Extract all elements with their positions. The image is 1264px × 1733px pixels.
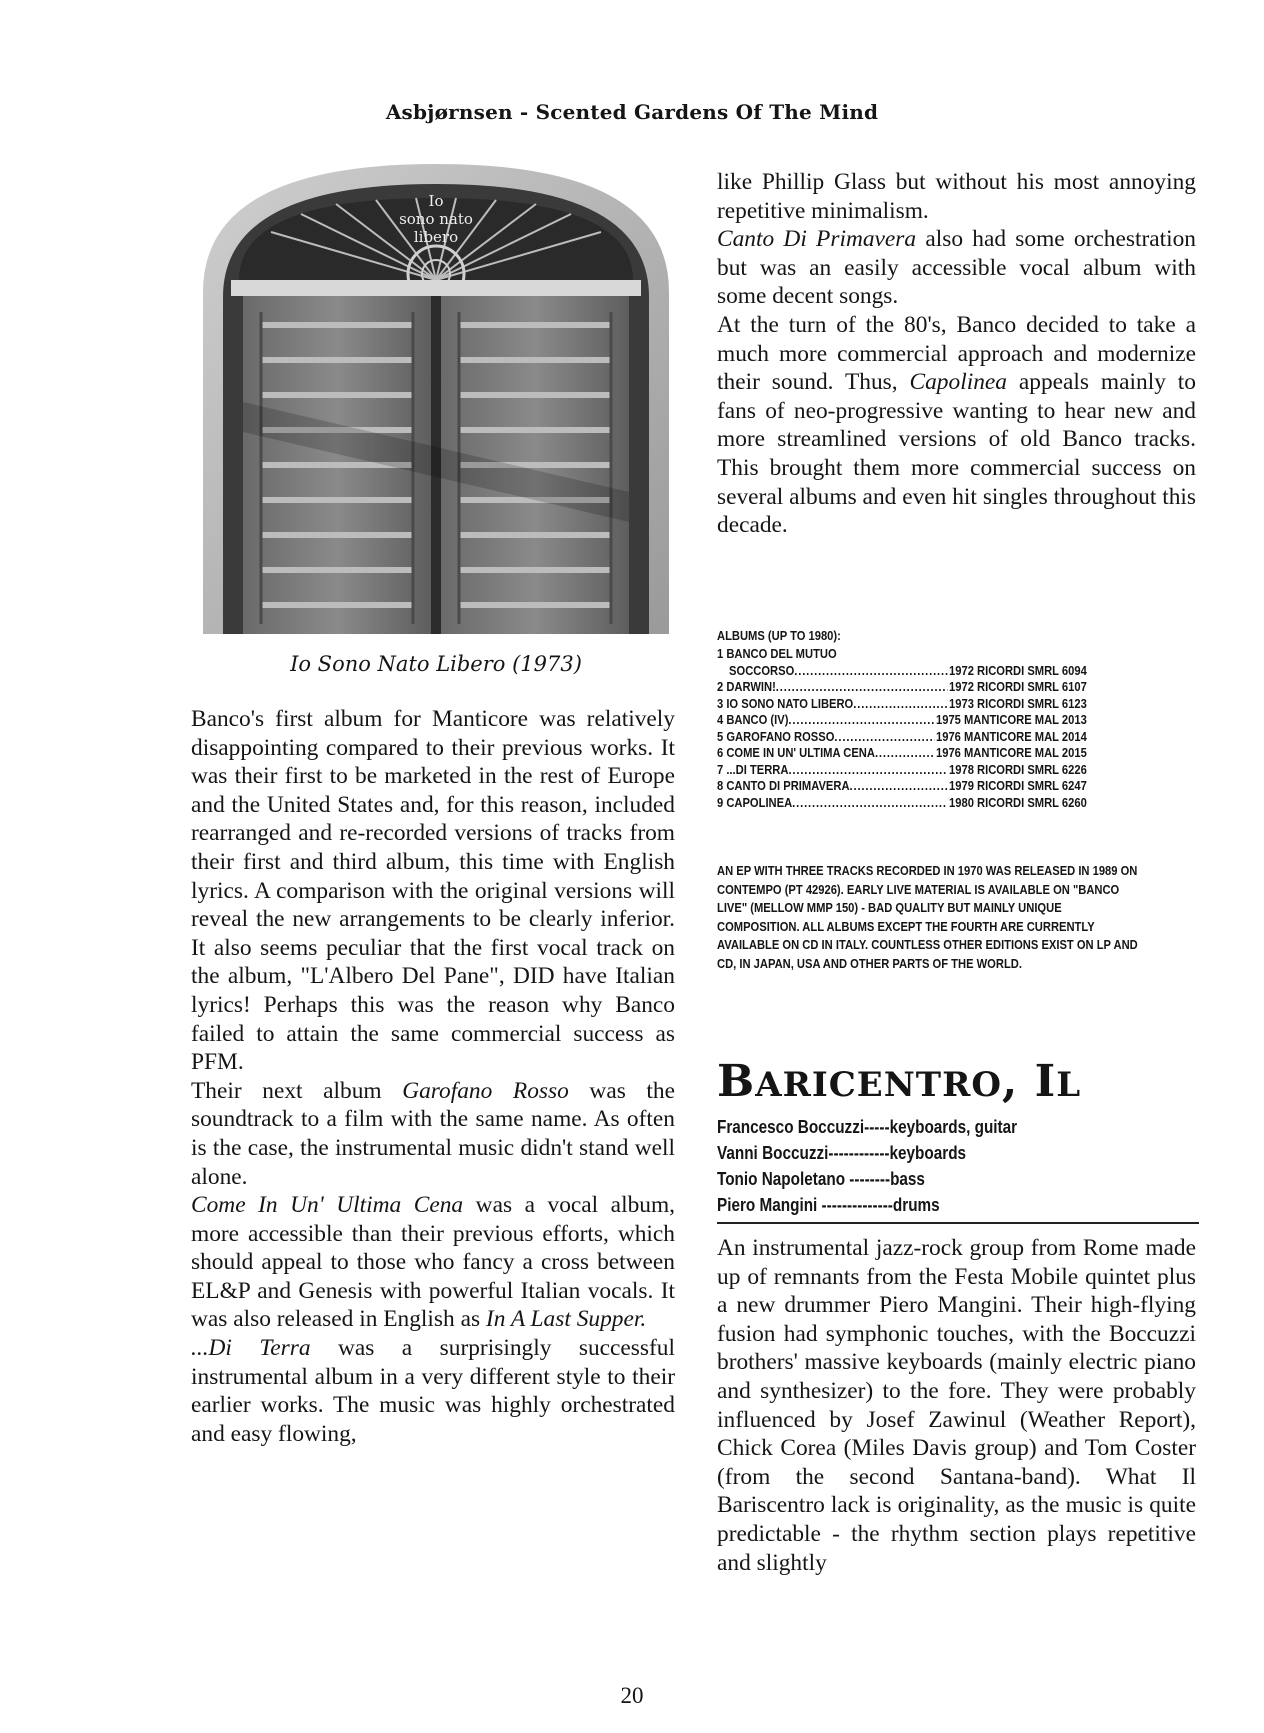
album-entry-title: 7 ...DI TERRA	[717, 761, 789, 777]
discography-entry	[717, 729, 1087, 746]
left-column-text	[191, 705, 675, 1448]
arch-text-line-3: libero	[413, 228, 459, 246]
album-entry-title: 5 GAROFANO ROSSO	[717, 728, 835, 744]
paragraph	[191, 1191, 675, 1334]
band-heading	[717, 1056, 1081, 1107]
album-entry-release: 1980 RICORDI SMRL 6260	[949, 794, 1087, 810]
photo-caption: Io Sono Nato Libero (1973)	[290, 652, 582, 676]
album-title: Capolinea	[909, 369, 1007, 396]
album-title: Garofano Rosso	[402, 1077, 569, 1104]
album-entry-title: 2 DARWIN!	[717, 679, 776, 694]
discography-entry	[717, 795, 1087, 812]
album-entry-release: 1979 RICORDI SMRL 6247	[949, 778, 1087, 793]
band-name-part: B	[717, 1056, 756, 1107]
lineup-member: Vanni Boccuzzi------------keyboards	[717, 1143, 967, 1163]
album-entry-title: 1 BANCO DEL MUTUO	[717, 646, 837, 661]
arch-text-line-2: sono nato	[399, 210, 473, 228]
discography-entry	[717, 762, 1087, 779]
paragraph: An instrumental jazz-rock group from Rome made up of remnants from the Festa Mobile quintet plus a new drummer Piero Mangini. Their high-flying fusion had symphonic touches, with the Boccuzzi brothers' massive keyboards (mainly electric piano and synthesizer) to the fore. They were probably influenced by Josef Zawinul (Weather Report), Chick Corea (Miles Davis group) and Tom Coster (from the second Santana-band). What Il Bariscentro lack is originality, as the music is quite predictable - the rhythm section plays repetitive and slightly	[717, 1235, 1196, 1576]
right-column-text	[717, 168, 1196, 540]
album-entry-title: 8 CANTO DI PRIMAVERA	[717, 778, 850, 793]
paragraph	[717, 225, 1196, 311]
band-name-part: ,	[1001, 1056, 1035, 1107]
band-name-part: L	[1056, 1065, 1082, 1105]
album-entry-release: 1972 RICORDI SMRL 6094	[949, 662, 1087, 678]
discography-entry	[717, 696, 1087, 713]
album-entry-release: 1973 RICORDI SMRL 6123	[949, 695, 1087, 711]
album-entry-release: 1975 MANTICORE MAL 2013	[936, 712, 1087, 727]
album-title: Come In Un' Ultima Cena	[191, 1192, 464, 1219]
album-entry-title: 3 IO SONO NATO LIBERO	[717, 695, 854, 711]
text-span: also had some orchestration but was an easily accessible vocal album with some decent songs.	[717, 226, 1197, 310]
text-span: was the soundtrack to a film with the same name. As often is the case, the instrumental music didn't stand well alone.	[191, 1077, 675, 1190]
paragraph: Banco's first album for Manticore was relatively disappointing compared to their previous works. It was their first to be marketed in the rest of Europe and the United States and, for this reason, included rearranged and re-recorded versions of tracks from their first and third album, this time with English lyrics. A comparison with the original versions will reveal the new arrangements to be clearly inferior. It also seems peculiar that the first vocal track on the album, "L'Albero Del Pane", DID have Italian lyrics! Perhaps this was the reason why Banco failed to attain the same commercial success as PFM.	[191, 706, 675, 1076]
discography-list	[717, 628, 1087, 811]
discography-entry	[717, 778, 1087, 795]
discography-entry	[717, 712, 1087, 729]
band-name-part: ARICENTRO	[755, 1065, 1002, 1105]
text-span: At the turn of the 80's, Banco decided to take a much more commercial approach and modernize their sound. Thus,	[717, 311, 1196, 396]
album-entry-release: 1976 MANTICORE MAL 2014	[936, 728, 1087, 744]
discography-heading: ALBUMS (UP TO 1980):	[717, 628, 841, 643]
arch-text-line-1: Io	[428, 192, 444, 210]
album-entry-title: SOCCORSO	[729, 662, 795, 678]
album-entry-release: 1972 RICORDI SMRL 6107	[949, 679, 1087, 694]
page-header: Asbjørnsen - Scented Gardens Of The Mind	[385, 100, 879, 124]
album-title: ...Di Terra	[191, 1335, 311, 1362]
band-lineup	[717, 1114, 1074, 1218]
album-entry-release: 1976 MANTICORE MAL 2015	[936, 745, 1087, 760]
paragraph: like Phillip Glass but without his most annoying repetitive minimalism.	[717, 169, 1196, 224]
album-title: In A Last Supper.	[485, 1306, 647, 1333]
discography-note: AN EP WITH THREE TRACKS RECORDED IN 1970 WAS RELEASED IN 1989 ON CONTEMPO (PT 42926). EARLY LIVE MATERIAL IS AVAILABLE ON "BANCO LIVE" (MELLOW MMP 150) - BAD QUALITY BUT MAINLY UNIQUE COMPOSITION. ALL ALBUMS EXCEPT THE FOURTH ARE CURRENTLY AVAILABLE ON CD IN ITALY. COUNTLESS OTHER EDITIONS EXIST ON LP AND CD, IN JAPAN, USA AND OTHER PARTS OF THE WORLD.	[717, 863, 1138, 971]
discography-first-line	[717, 646, 1087, 663]
lineup-member: Tonio Napoletano --------bass	[717, 1169, 925, 1189]
page-number: 20	[620, 1683, 644, 1708]
album-cover-photo	[191, 162, 681, 634]
paragraph	[191, 1334, 675, 1448]
paragraph	[717, 311, 1196, 540]
discography-entry	[717, 679, 1087, 696]
text-span: appeals mainly to fans of neo-progressive wanting to hear new and more streamlined versions of old Banco tracks. This brought them more commercial success on several albums and even hit singles throughout this decade.	[717, 369, 1196, 539]
text-span: was a vocal album, more accessible than their previous efforts, which should appeal to those who fancy a cross between EL&P and Genesis with powerful Italian vocals. It was also released in English as	[191, 1192, 675, 1333]
album-entry-title: 9 CAPOLINEA	[717, 794, 793, 810]
lineup-member: Piero Mangini --------------drums	[717, 1195, 940, 1215]
album-title: Canto Di Primavera	[717, 226, 917, 253]
album-entry-title: 6 COME IN UN' ULTIMA CENA	[717, 745, 875, 760]
text-span: was a surprisingly successful instrumental album in a very different style to their earlier works. The music was highly orchestrated and easy flowing,	[191, 1335, 675, 1447]
album-entry-title: 4 BANCO (IV)	[717, 712, 789, 727]
discography-entry	[717, 745, 1087, 762]
discography-entry	[717, 663, 1087, 680]
paragraph	[191, 1077, 675, 1191]
lineup-member: Francesco Boccuzzi-----keyboards, guitar	[717, 1117, 1018, 1137]
section-divider	[717, 1222, 1199, 1224]
album-entry-release: 1978 RICORDI SMRL 6226	[949, 761, 1087, 777]
text-span: Their next album	[191, 1077, 403, 1104]
band-description	[717, 1234, 1196, 1577]
band-name-part: I	[1034, 1056, 1057, 1107]
